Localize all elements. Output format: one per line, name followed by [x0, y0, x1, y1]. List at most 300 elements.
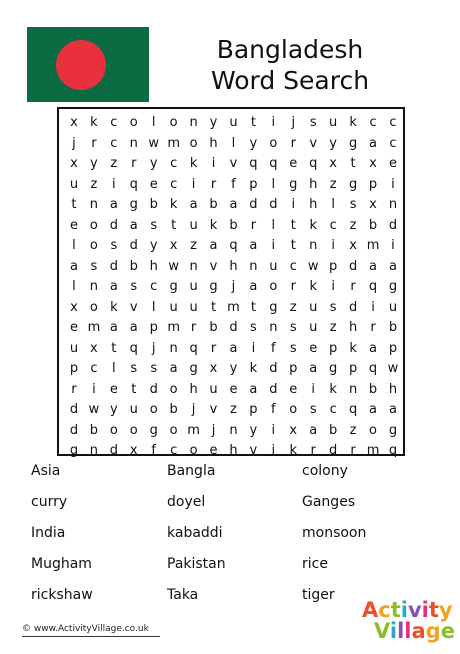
- grid-row: [64, 257, 403, 278]
- grid-letter: c: [90, 361, 98, 377]
- grid-row: [64, 195, 403, 216]
- grid-letter: i: [251, 340, 256, 356]
- grid-letter: s: [90, 258, 98, 274]
- grid-letter: g: [169, 279, 178, 295]
- grid-letter: x: [349, 238, 357, 254]
- grid-letter: y: [249, 422, 258, 438]
- grid-letter: b: [89, 422, 99, 438]
- grid-letter: q: [249, 156, 258, 172]
- grid-letter: t: [171, 217, 177, 233]
- grid-letter: h: [149, 258, 158, 274]
- grid-letter: o: [149, 402, 158, 418]
- grid-letter: a: [109, 320, 118, 336]
- grid-letter: o: [289, 402, 298, 418]
- grid-letter: i: [112, 176, 116, 192]
- grid-letter: u: [329, 115, 338, 131]
- grid-letter: p: [149, 320, 158, 336]
- grid-letter: s: [329, 299, 337, 315]
- grid-letter: d: [388, 217, 398, 233]
- grid-letter: z: [329, 176, 337, 192]
- grid-letter: o: [369, 422, 378, 438]
- grid-letter: d: [129, 238, 138, 254]
- grid-letter: p: [329, 340, 338, 356]
- grid-letter: b: [388, 320, 398, 336]
- grid-letter: a: [249, 381, 258, 397]
- grid-letter: p: [388, 340, 398, 356]
- grid-letter: q: [129, 340, 138, 356]
- grid-letter: k: [189, 156, 198, 172]
- grid-letter: l: [271, 217, 276, 233]
- grid-letter: p: [348, 361, 358, 377]
- grid-letter: n: [249, 258, 258, 274]
- grid-letter: o: [269, 279, 278, 295]
- grid-letter: d: [69, 402, 79, 418]
- grid-letter: r: [350, 443, 356, 459]
- grid-row: [64, 339, 403, 360]
- grid-letter: t: [210, 299, 217, 315]
- grid-letter: t: [290, 238, 296, 254]
- grid-letter: a: [309, 361, 318, 377]
- word-list-item: rickshaw: [31, 587, 93, 603]
- grid-letter: c: [289, 258, 297, 274]
- grid-letter: i: [391, 176, 395, 192]
- grid-letter: t: [250, 115, 256, 131]
- flag-red-disc: [56, 40, 106, 90]
- grid-letter: j: [72, 135, 76, 151]
- grid-letter: s: [250, 320, 257, 336]
- grid-letter: h: [388, 381, 398, 397]
- grid-letter: z: [329, 320, 337, 336]
- grid-letter: k: [169, 197, 178, 213]
- word-list-item: kabaddi: [167, 525, 223, 541]
- grid-letter: l: [151, 299, 156, 315]
- grid-letter: i: [331, 238, 335, 254]
- grid-letter: c: [150, 279, 158, 295]
- grid-letter: c: [369, 115, 377, 131]
- grid-row: [64, 380, 403, 401]
- grid-letter: n: [309, 238, 318, 254]
- grid-letter: e: [69, 217, 78, 233]
- grid-letter: o: [169, 115, 178, 131]
- grid-letter: r: [310, 443, 316, 459]
- grid-letter: l: [271, 176, 276, 192]
- grid-letter: p: [289, 361, 298, 377]
- logo-line-1: Activity: [362, 598, 453, 622]
- grid-letter: v: [309, 135, 318, 151]
- grid-letter: t: [71, 197, 77, 213]
- word-list-item: Asia: [31, 463, 61, 479]
- grid-letter: b: [169, 402, 178, 418]
- grid-letter: r: [131, 156, 137, 172]
- grid-letter: g: [209, 279, 218, 295]
- grid-letter: n: [189, 258, 198, 274]
- grid-letter: i: [271, 422, 276, 438]
- grid-letter: s: [289, 340, 297, 356]
- grid-letter: a: [388, 258, 397, 274]
- grid-letter: k: [90, 115, 98, 131]
- grid-letter: o: [189, 135, 198, 151]
- footer: [22, 619, 162, 639]
- grid-letter: l: [72, 238, 76, 254]
- grid-letter: f: [231, 176, 236, 192]
- grid-letter: d: [329, 443, 338, 459]
- grid-letter: r: [290, 135, 296, 151]
- grid-letter: b: [329, 422, 338, 438]
- grid-letter: h: [348, 320, 358, 336]
- grid-letter: u: [309, 299, 318, 315]
- grid-letter: o: [129, 422, 138, 438]
- grid-letter: m: [167, 135, 180, 151]
- grid-letter: l: [112, 361, 116, 377]
- grid-letter: i: [331, 279, 335, 295]
- grid-letter: i: [211, 156, 216, 172]
- grid-letter: i: [271, 238, 276, 254]
- grid-row: [64, 154, 403, 175]
- grid-letter: v: [249, 443, 258, 459]
- grid-letter: n: [348, 381, 358, 397]
- grid-letter: a: [109, 197, 118, 213]
- grid-letter: e: [149, 176, 158, 192]
- grid-letter: u: [129, 402, 138, 418]
- grid-letter: a: [169, 361, 178, 377]
- grid-letter: c: [329, 402, 337, 418]
- grid-letter: f: [271, 402, 276, 418]
- grid-letter: x: [329, 156, 337, 172]
- grid-letter: m: [366, 443, 380, 459]
- grid-letter: o: [89, 238, 98, 254]
- grid-letter: e: [109, 381, 118, 397]
- grid-letter: m: [187, 422, 200, 438]
- word-list-item: monsoon: [302, 525, 367, 541]
- grid-letter: c: [170, 176, 178, 192]
- word-list-item: doyel: [167, 494, 206, 510]
- grid-letter: i: [391, 238, 395, 254]
- grid-letter: q: [368, 361, 378, 377]
- grid-letter: o: [89, 299, 98, 315]
- grid-letter: o: [89, 217, 98, 233]
- logo-line-2: Village: [374, 619, 455, 643]
- grid-letter: p: [329, 258, 338, 274]
- grid-letter: k: [309, 217, 317, 233]
- grid-letter: u: [309, 320, 318, 336]
- word-list-item: Mugham: [31, 556, 92, 572]
- grid-letter: y: [109, 402, 118, 418]
- grid-letter: m: [227, 299, 240, 315]
- grid-letter: z: [90, 176, 98, 192]
- grid-letter: e: [209, 443, 218, 459]
- word-list-item: tiger: [302, 587, 335, 603]
- bangladesh-flag: [27, 27, 149, 102]
- grid-letter: d: [348, 299, 358, 315]
- grid-letter: x: [169, 238, 178, 254]
- grid-letter: e: [289, 156, 298, 172]
- grid-letter: w: [88, 402, 100, 418]
- grid-letter: y: [149, 156, 158, 172]
- grid-letter: v: [229, 156, 238, 172]
- grid-letter: j: [151, 340, 156, 356]
- grid-letter: a: [369, 135, 378, 151]
- grid-letter: o: [169, 422, 178, 438]
- grid-letter: q: [388, 443, 398, 459]
- word-list-item: Taka: [167, 587, 199, 603]
- grid-row: [64, 277, 403, 298]
- grid-letter: w: [387, 361, 399, 377]
- grid-letter: h: [189, 381, 198, 397]
- grid-letter: n: [388, 197, 398, 213]
- grid-letter: s: [309, 402, 317, 418]
- grid-letter: g: [189, 361, 198, 377]
- grid-letter: y: [249, 135, 258, 151]
- grid-letter: t: [250, 299, 256, 315]
- grid-letter: t: [350, 156, 356, 172]
- grid-letter: i: [271, 115, 276, 131]
- grid-letter: d: [149, 381, 158, 397]
- grid-letter: e: [289, 381, 298, 397]
- grid-letter: a: [249, 279, 258, 295]
- grid-letter: q: [229, 238, 238, 254]
- page-title: [190, 34, 390, 96]
- grid-letter: j: [291, 115, 296, 131]
- grid-letter: c: [170, 443, 178, 459]
- grid-letter: s: [130, 279, 138, 295]
- grid-row: [64, 298, 403, 319]
- grid-letter: c: [329, 217, 337, 233]
- grid-letter: h: [309, 197, 318, 213]
- grid-letter: x: [209, 361, 218, 377]
- grid-letter: x: [90, 340, 98, 356]
- grid-row: [64, 175, 403, 196]
- grid-letter: x: [70, 156, 78, 172]
- grid-letter: u: [189, 279, 198, 295]
- grid-letter: x: [289, 422, 298, 438]
- grid-letter: q: [309, 156, 318, 172]
- grid-letter: i: [311, 381, 316, 397]
- grid-letter: r: [350, 279, 356, 295]
- grid-letter: y: [149, 238, 158, 254]
- grid-letter: c: [110, 115, 118, 131]
- grid-letter: f: [271, 340, 276, 356]
- grid-letter: z: [110, 156, 118, 172]
- grid-letter: e: [69, 320, 78, 336]
- grid-letter: y: [229, 361, 238, 377]
- grid-letter: b: [229, 217, 238, 233]
- grid-letter: r: [71, 381, 77, 397]
- grid-letter: u: [269, 258, 278, 274]
- grid-letter: a: [129, 320, 138, 336]
- grid-letter: p: [249, 402, 258, 418]
- grid-letter: d: [348, 258, 358, 274]
- grid-letter: e: [388, 156, 397, 172]
- grid-letter: r: [91, 135, 97, 151]
- grid-letter: a: [129, 217, 138, 233]
- grid-letter: l: [151, 115, 156, 131]
- copyright-text: © www.ActivityVillage.co.uk: [22, 624, 149, 634]
- grid-row: [64, 318, 403, 339]
- word-list-item: curry: [31, 494, 68, 510]
- grid-letter: a: [229, 197, 238, 213]
- grid-letter: g: [269, 299, 278, 315]
- grid-letter: h: [309, 176, 318, 192]
- grid-letter: c: [170, 156, 178, 172]
- grid-letter: u: [189, 217, 198, 233]
- grid-letter: w: [148, 135, 160, 151]
- grid-letter: a: [209, 238, 218, 254]
- word-list-item: Bangla: [167, 463, 216, 479]
- grid-letter: z: [289, 299, 297, 315]
- grid-letter: k: [309, 279, 317, 295]
- grid-letter: m: [167, 320, 180, 336]
- grid-letter: n: [169, 340, 178, 356]
- grid-letter: g: [329, 361, 338, 377]
- grid-letter: d: [229, 320, 238, 336]
- grid-letter: g: [129, 197, 138, 213]
- grid-letter: b: [149, 197, 158, 213]
- grid-letter: p: [368, 176, 378, 192]
- grid-letter: a: [109, 279, 118, 295]
- grid-letter: a: [69, 258, 78, 274]
- grid-row: [64, 134, 403, 155]
- grid-letter: c: [389, 115, 397, 131]
- grid-letter: s: [110, 238, 118, 254]
- word-list-item: rice: [302, 556, 328, 572]
- grid-letter: g: [388, 279, 398, 295]
- grid-letter: z: [349, 217, 357, 233]
- grid-letter: l: [72, 279, 76, 295]
- grid-letter: c: [389, 135, 397, 151]
- grid-letter: n: [229, 422, 238, 438]
- grid-row: [64, 421, 403, 442]
- word-list-item: colony: [302, 463, 348, 479]
- grid-letter: r: [290, 279, 296, 295]
- grid-letter: w: [307, 258, 319, 274]
- grid-letter: r: [370, 320, 376, 336]
- grid-letter: y: [90, 156, 98, 172]
- footer-rule: [22, 636, 160, 637]
- grid-letter: q: [348, 402, 358, 418]
- grid-letter: k: [110, 299, 118, 315]
- grid-letter: f: [151, 443, 156, 459]
- grid-letter: x: [70, 299, 78, 315]
- grid-row: [64, 441, 403, 462]
- grid-letter: n: [129, 135, 138, 151]
- grid-letter: k: [349, 340, 357, 356]
- grid-row: [64, 400, 403, 421]
- grid-letter: m: [366, 238, 380, 254]
- grid-letter: a: [189, 197, 198, 213]
- grid-letter: a: [369, 258, 378, 274]
- grid-letter: a: [369, 340, 378, 356]
- grid-letter: j: [191, 402, 196, 418]
- grid-letter: c: [110, 135, 118, 151]
- grid-letter: k: [209, 217, 218, 233]
- grid-letter: x: [369, 197, 377, 213]
- grid-letter: k: [349, 115, 357, 131]
- grid-letter: j: [211, 422, 216, 438]
- grid-letter: r: [210, 176, 217, 192]
- grid-letter: q: [189, 340, 198, 356]
- grid-letter: t: [290, 217, 296, 233]
- grid-letter: v: [209, 402, 218, 418]
- grid-letter: h: [209, 135, 218, 151]
- word-list-item: Pakistan: [167, 556, 226, 572]
- grid-letter: d: [249, 197, 258, 213]
- grid-letter: d: [109, 217, 118, 233]
- grid-letter: i: [191, 176, 196, 192]
- grid-letter: y: [209, 115, 218, 131]
- grid-letter: u: [69, 176, 79, 192]
- grid-letter: r: [210, 340, 217, 356]
- grid-letter: i: [92, 381, 96, 397]
- grid-letter: k: [249, 361, 258, 377]
- word-list: [31, 462, 411, 622]
- grid-letter: s: [150, 361, 158, 377]
- grid-letter: u: [229, 115, 238, 131]
- grid-letter: m: [87, 320, 101, 336]
- grid-letter: n: [89, 443, 99, 459]
- grid-letter: d: [269, 381, 278, 397]
- grid-letter: i: [291, 197, 296, 213]
- grid-letter: d: [269, 197, 278, 213]
- grid-letter: o: [269, 135, 278, 151]
- grid-letter: h: [229, 258, 238, 274]
- grid-letter: o: [129, 115, 138, 131]
- grid-letter: a: [309, 422, 318, 438]
- grid-letter: x: [369, 156, 377, 172]
- grid-letter: g: [289, 176, 298, 192]
- grid-letter: u: [388, 299, 398, 315]
- grid-letter: i: [271, 443, 276, 459]
- grid-letter: d: [269, 361, 278, 377]
- grid-letter: u: [209, 381, 218, 397]
- title-line-2: Word Search: [210, 66, 370, 95]
- grid-letter: h: [229, 443, 238, 459]
- grid-letter: u: [69, 340, 79, 356]
- grid-letter: s: [289, 320, 297, 336]
- grid-letter: y: [329, 135, 337, 151]
- grid-letter: n: [89, 279, 99, 295]
- grid-letter: b: [368, 381, 378, 397]
- grid-letter: o: [109, 422, 118, 438]
- grid-letter: l: [331, 197, 335, 213]
- grid-letter: d: [109, 443, 118, 459]
- grid-letter: w: [168, 258, 179, 274]
- grid-letter: s: [150, 217, 158, 233]
- grid-letter: o: [169, 381, 178, 397]
- grid-letter: j: [231, 279, 236, 295]
- grid-letter: r: [250, 217, 257, 233]
- grid-letter: n: [269, 320, 278, 336]
- grid-letter: n: [189, 115, 198, 131]
- grid-letter: a: [388, 402, 397, 418]
- grid-letter: u: [189, 299, 198, 315]
- grid-letter: g: [348, 176, 358, 192]
- grid-letter: b: [368, 217, 378, 233]
- grid-letter: g: [149, 422, 158, 438]
- grid-letter: x: [129, 443, 138, 459]
- grid-letter: g: [388, 422, 398, 438]
- grid-letter: g: [348, 135, 358, 151]
- grid-letter: e: [309, 340, 318, 356]
- grid-letter: e: [229, 381, 238, 397]
- word-list-item: Ganges: [302, 494, 356, 510]
- grid-letter: s: [349, 197, 357, 213]
- grid-letter: n: [89, 197, 99, 213]
- grid-letter: p: [249, 176, 258, 192]
- grid-letter: k: [289, 443, 298, 459]
- grid-letter: d: [109, 258, 118, 274]
- grid-letter: a: [369, 402, 378, 418]
- grid-letter: v: [129, 299, 138, 315]
